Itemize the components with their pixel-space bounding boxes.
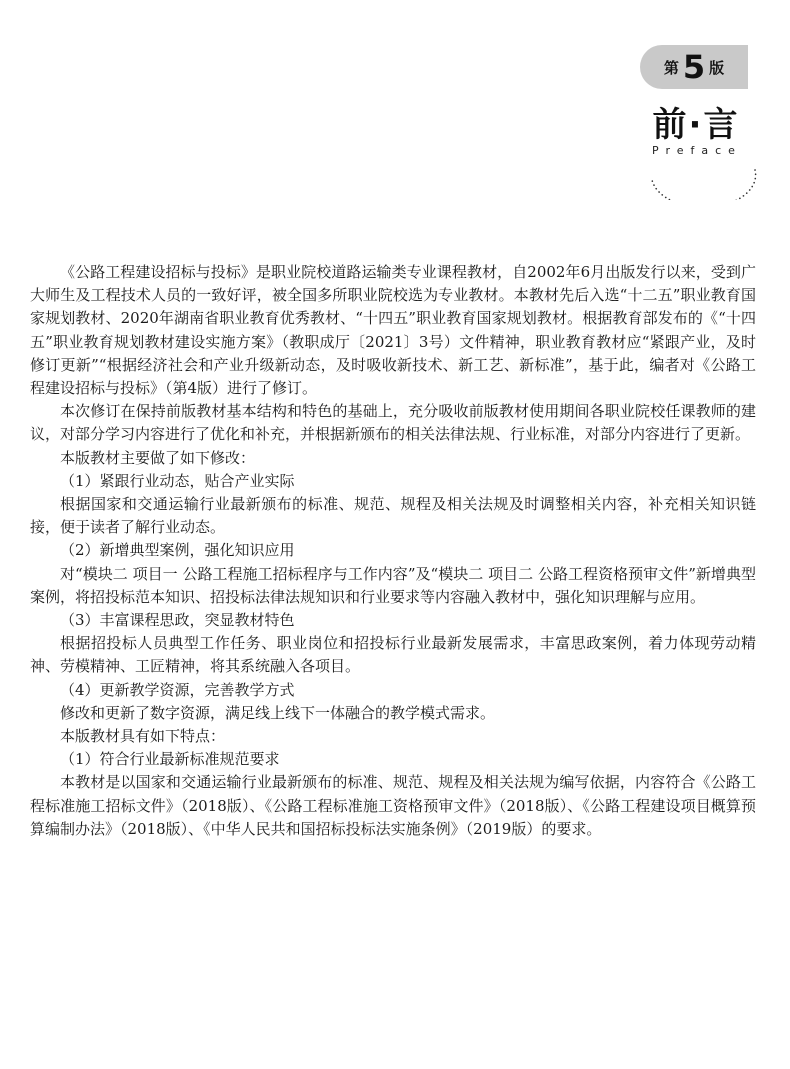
page-title: 前·言: [652, 105, 740, 145]
paragraph: 根据国家和交通运输行业最新颁布的标准、规范、规程及相关法规及时调整相关内容，补充相关知识链接，便于读者了解行业动态。: [30, 495, 756, 537]
list-heading: （1）紧跟行业动态，贴合产业实际: [60, 471, 295, 490]
paragraph: 《公路工程建设招标与投标》是职业院校道路运输类专业课程教材，自2002年6月出版发行以来，受到广大师生及工程技术人员的一致好评，被全国多所职业院校选为专业教材。本教材先后入选“十二五”职业教育国家规划教材、2020年湖南省职业教育优秀教材、“十四五”职业教育国家规划教材。根据教育部发布的《“十四五”职业教育规划教材建设实施方案》（教职成厅〔2021〕3号）文件精神，职业教育教材应“紧跟产业，及时修订更新”“根据经济社会和产业升级新动态，及时吸收新技术、新工艺、新标准”，基于此，编者对《公路工程建设招标与投标》（第4版）进行了修订。: [30, 263, 756, 398]
list-heading: （2）新增典型案例，强化知识应用: [60, 541, 295, 560]
edition-prefix: 第: [663, 58, 679, 77]
edition-badge: [640, 45, 748, 89]
preface-body: [30, 261, 756, 841]
paragraph: 对“模块二 项目一 公路工程施工招标程序与工作内容”及“模块二 项目二 公路工程资格预审文件”新增典型案例，将招投标范本知识、招投标法律法规知识和行业要求等内容融入教材中，强化知识理解与应用。: [30, 564, 756, 606]
paragraph: 修改和更新了数字资源，满足线上线下一体融合的教学模式需求。: [60, 703, 496, 722]
edition-number: 5: [682, 48, 706, 86]
edition-suffix: 版: [709, 58, 725, 77]
paragraph: 本版教材具有如下特点：: [60, 727, 226, 746]
list-heading: （4）更新教学资源，完善教学方式: [60, 680, 295, 699]
paragraph: 根据招投标人员典型工作任务、职业岗位和招投标行业最新发展需求，丰富思政案例，着力体现劳动精神、劳模精神、工匠精神，将其系统融入各项目。: [30, 634, 756, 676]
paragraph: 本教材是以国家和交通运输行业最新颁布的标准、规范、规程及相关法规为编写依据，内容符合《公路工程标准施工招标文件》（2018版）、《公路工程标准施工资格预审文件》（2018版）、《公路工程建设项目概算预算编制办法》（2018版）、《中华人民共和国招标投标法实施条例》（2019版）的要求。: [30, 773, 756, 838]
dotted-arc-decoration: [640, 150, 760, 200]
list-heading: （3）丰富课程思政，突显教材特色: [60, 611, 295, 630]
paragraph: 本版教材主要做了如下修改：: [60, 448, 256, 467]
page-subtitle: Preface: [652, 144, 742, 157]
list-heading: （1）符合行业最新标准规范要求: [60, 750, 280, 769]
paragraph: 本次修订在保持前版教材基本结构和特色的基础上，充分吸收前版教材使用期间各职业院校任课教师的建议，对部分学习内容进行了优化和补充，并根据新颁布的相关法律法规、行业标准，对部分内容进行了更新。: [30, 402, 756, 444]
